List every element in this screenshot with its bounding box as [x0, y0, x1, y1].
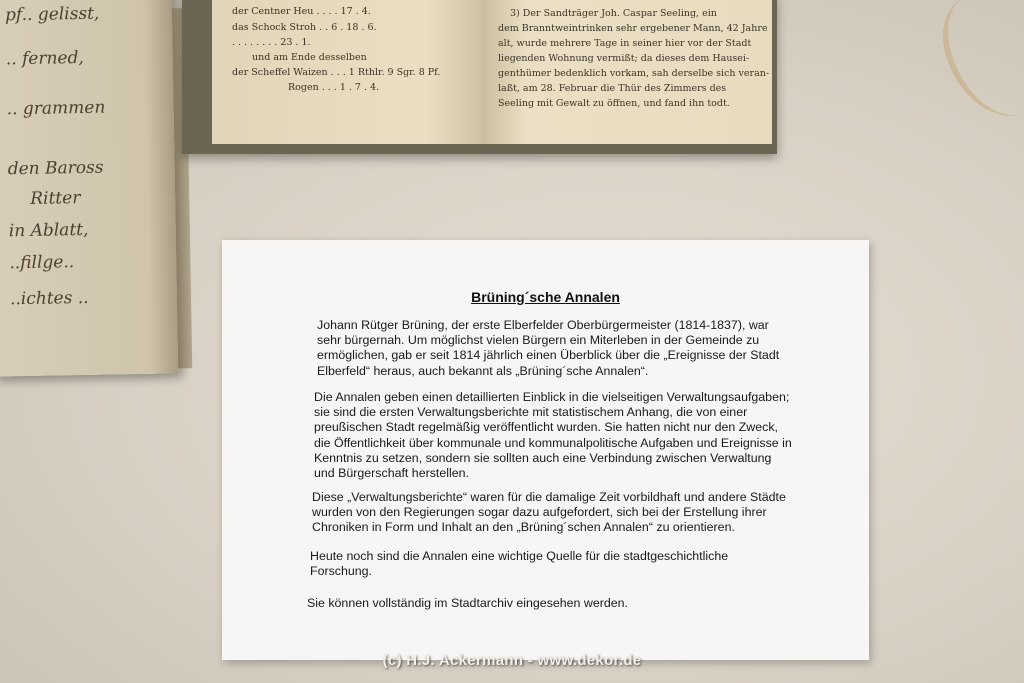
printed-book — [182, 0, 777, 154]
book-text-line: Rogen . . . 1 . 7 . 4. — [288, 82, 380, 93]
handwriting-line: den Baross — [7, 157, 104, 180]
book-left-page — [212, 0, 482, 144]
book-text-line: der Scheffel Waizen . . . 1 Rthlr. 9 Sgr. 8 Pf. — [232, 67, 441, 78]
card-paragraph: Johann Rütger Brüning, der erste Elberfelder Oberbürgermeister (1814-1837), war sehr bürgernah. Um möglichst vielen Bürgern ein Miterleben in der Gemeinde zu ermöglichen, gab er seit 1814 jährlich einen Überblick über die „Ereignisse der Stadt Elberfeld“ heraus, auch bekannt als „Brüning´sche Annalen“. — [317, 318, 780, 378]
book-text-line: laßt, am 28. Februar die Thür des Zimmers des — [498, 83, 727, 94]
handwriting-line: pf.. gelisst, — [4, 3, 100, 26]
handwriting-line: .. grammen — [6, 97, 106, 120]
copyright-watermark: (c) H.J. Ackermann - www.dekor.de — [382, 652, 642, 669]
card-paragraph: Heute noch sind die Annalen eine wichtige Quelle für die stadtgeschichtliche Forschung. — [310, 549, 729, 579]
book-right-page — [482, 0, 772, 144]
book-text-line: genthümer bedenklich vorkam, sah derselbe sich veran- — [498, 68, 770, 79]
handwriting-line: Ritter — [30, 188, 81, 209]
card-paragraph: Sie können vollständig im Stadtarchiv eingesehen werden. — [307, 596, 628, 610]
handwriting-line: .. ferned, — [5, 47, 85, 70]
book-text-line: . . . . . . . . 23 . 1. — [232, 37, 311, 48]
info-card — [222, 240, 869, 660]
book-text-line: der Centner Heu . . . . 17 . 4. — [232, 6, 371, 17]
card-paragraph: Die Annalen geben einen detaillierten Einblick in die vielseitigen Verwaltungsaufgaben; sie sind die ersten Verwaltungsberichte mit statistischem Anhang, die von einer preußischen Stadt regelmäßig veröffentlicht wurden. Sie hatten nicht nur den Zweck, die Öffentlichkeit über kommunale und kommunalpolitische Aufgaben und Ereignisse in Kenntnis zu setzen, sondern sie sollten auch eine Verbindung zwischen Verwaltung und Bürgerschaft herstellen. — [314, 390, 792, 481]
book-text-line: und am Ende desselben — [252, 52, 367, 63]
book-text-line: das Schock Stroh . . 6 . 18 . 6. — [232, 22, 377, 33]
book-text-line: Seeling mit Gewalt zu öffnen, und fand ihn todt. — [498, 98, 730, 109]
book-text-line: alt, wurde mehrere Tage in seiner hier vor der Stadt — [498, 38, 752, 49]
book-text-line: 3) Der Sandträger Joh. Caspar Seeling, ein — [510, 8, 717, 19]
handwriting-line: in Ablatt, — [8, 219, 89, 242]
book-text-line: liegenden Wohnung vermißt; da dieses dem Hausei- — [498, 53, 750, 64]
card-paragraph: Diese „Verwaltungsberichte“ waren für die damalige Zeit vorbildhaft und andere Städte wurden von den Regierungen sogar dazu aufgefordert, sich bei der Erstellung ihrer Chroniken in Form und Inhalt an den „Brüning´schen Annalen“ zu orientieren. — [312, 490, 786, 535]
card-title: Brüning´sche Annalen — [471, 289, 620, 305]
handwriting-line: ..ichtes .. — [9, 287, 89, 310]
handwriting-line: ..fillge.. — [9, 252, 75, 274]
handwritten-book — [0, 0, 178, 377]
book-text-line: dem Branntweintrinken sehr ergebener Mann, 42 Jahre — [498, 23, 768, 34]
